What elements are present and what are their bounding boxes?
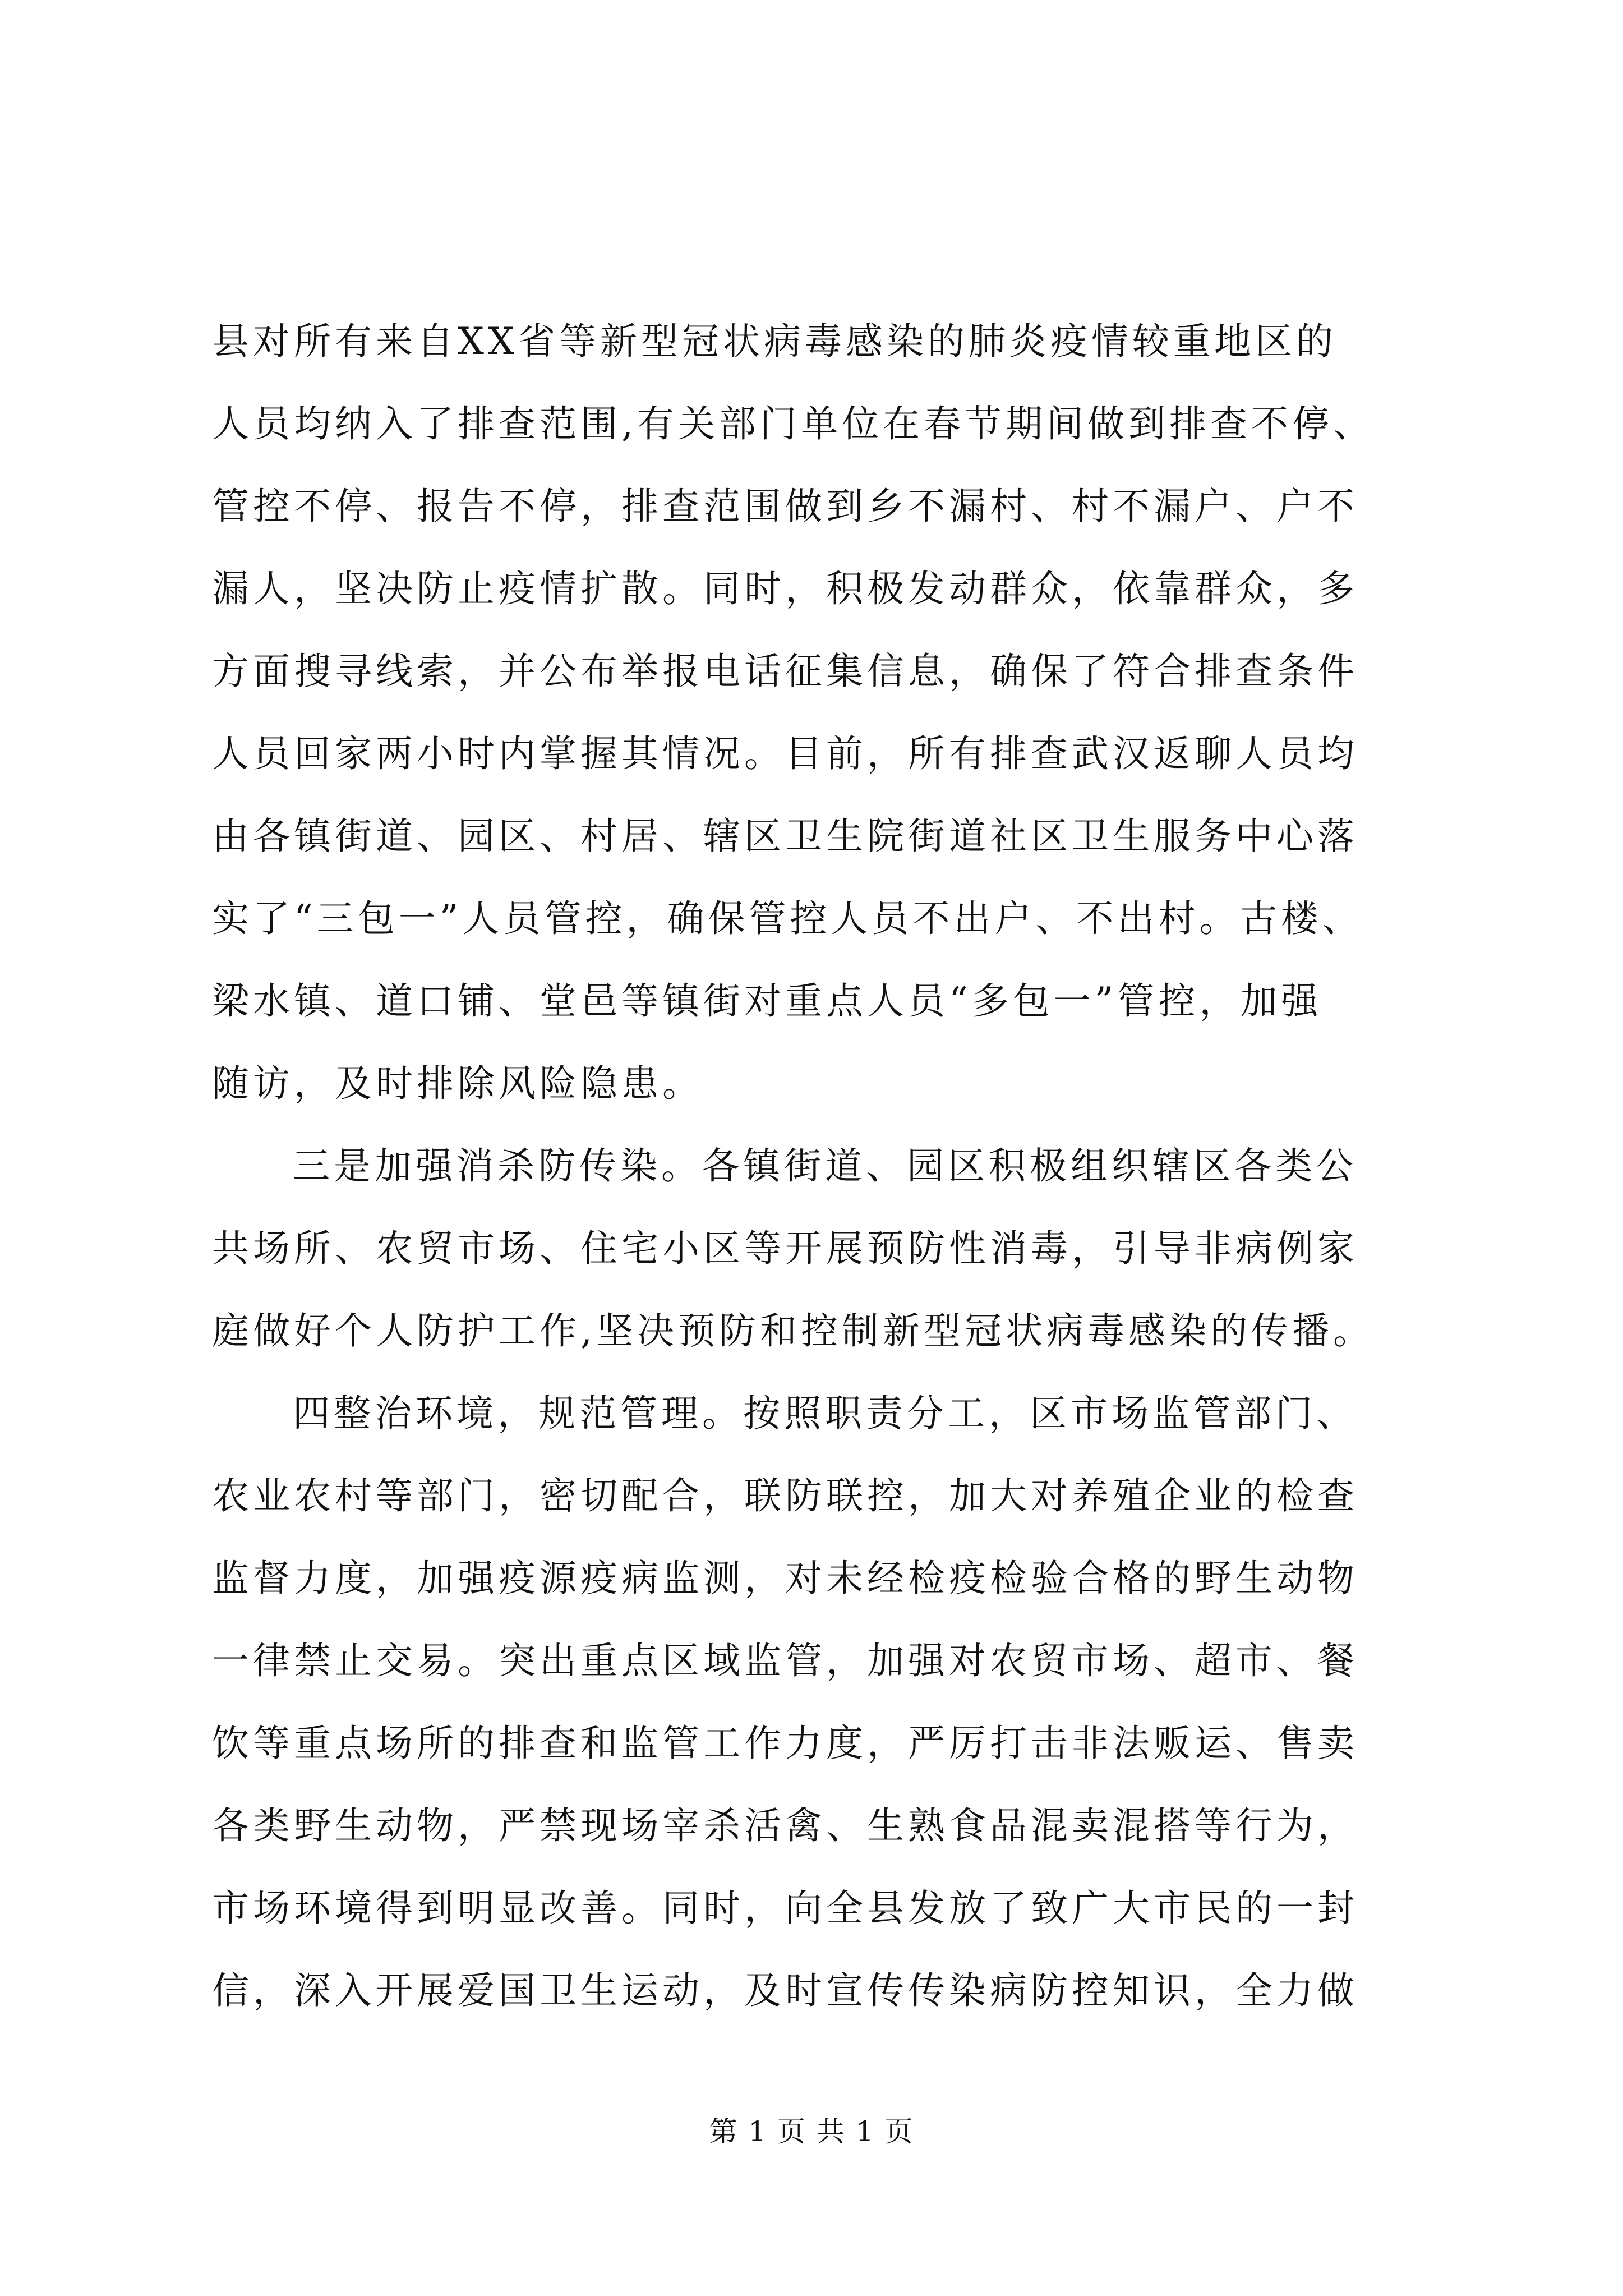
text-line: 信，深入开展爱国卫生运动，及时宣传传染病防控知识，全力做 [212,1969,1358,2012]
text-line: 市场环境得到明显改善。同时，向全县发放了致广大市民的一封 [212,1887,1358,1930]
text-line: 梁水镇、道口铺、堂邑等镇街对重点人员“多包一”管控，加强 [212,979,1322,1023]
text-line: 共场所、农贸市场、住宅小区等开展预防性消毒，引导非病例家 [212,1227,1358,1270]
text-line: 一律禁止交易。突出重点区域监管，加强对农贸市场、超市、餐 [212,1639,1358,1682]
text-line: 各类野生动物，严禁现场宰杀活禽、生熟食品混卖混搭等行为， [212,1804,1358,1847]
text-line: 庭做好个人防护工作,坚决预防和控制新型冠状病毒感染的传播。 [212,1309,1374,1352]
text-line: 实了“三包一”人员管控，确保管控人员不出户、不出村。古楼、 [212,897,1363,940]
text-line: 由各镇街道、园区、村居、辖区卫生院街道社区卫生服务中心落 [212,815,1358,858]
text-line: 漏人，坚决防止疫情扩散。同时，积极发动群众，依靠群众，多 [212,567,1358,610]
text-line: 方面搜寻线索，并公布举报电话征集信息，确保了符合排查条件 [212,650,1358,693]
text-line: 农业农村等部门，密切配合，联防联控，加大对养殖企业的检查 [212,1474,1358,1517]
paragraph-start-line: 四整治环境，规范管理。按照职责分工，区市场监管部门、 [293,1392,1357,1435]
text-line: 饮等重点场所的排查和监管工作力度，严厉打击非法贩运、售卖 [212,1722,1358,1765]
text-line: 监督力度，加强疫源疫病监测，对未经检疫检验合格的野生动物 [212,1557,1358,1600]
text-line: 县对所有来自XX省等新型冠状病毒感染的肺炎疫情较重地区的 [212,320,1337,363]
text-line: 人员均纳入了排查范围,有关部门单位在春节期间做到排查不停、 [212,402,1374,445]
text-line: 管控不停、报告不停，排查范围做到乡不漏村、村不漏户、户不 [212,485,1358,528]
paragraph-start-line: 三是加强消杀防传染。各镇街道、园区积极组织辖区各类公 [293,1144,1357,1188]
page-footer: 第 1 页 共 1 页 [709,2115,914,2148]
text-line: 人员回家两小时内掌握其情况。目前，所有排查武汉返聊人员均 [212,732,1358,775]
text-line: 随访，及时排除风险隐患。 [212,1062,703,1105]
document-body [212,300,1479,2032]
